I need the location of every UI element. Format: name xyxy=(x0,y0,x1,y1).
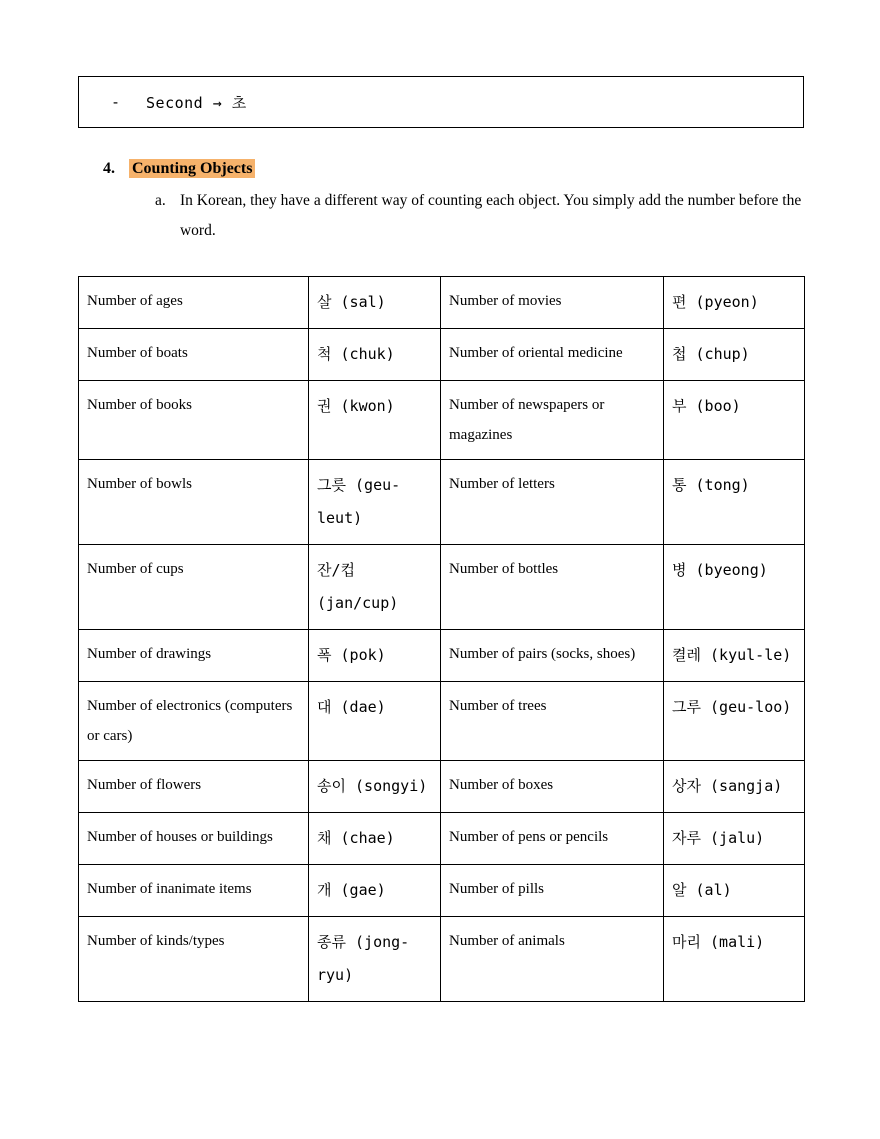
counter-word-cell: 첩 (chup) xyxy=(664,329,805,381)
counter-word-cell: 마리 (mali) xyxy=(664,917,805,1002)
object-label-cell: Number of cups xyxy=(79,545,309,630)
note-bullet: - xyxy=(111,93,121,111)
object-label-cell: Number of inanimate items xyxy=(79,865,309,917)
counter-word-cell: 종류 (jong-ryu) xyxy=(309,917,441,1002)
object-label-cell: Number of pens or pencils xyxy=(441,813,664,865)
object-label-cell: Number of boats xyxy=(79,329,309,381)
counter-word-cell: 송이 (songyi) xyxy=(309,761,441,813)
table-row xyxy=(79,682,805,761)
object-label-cell: Number of movies xyxy=(441,277,664,329)
object-label-cell: Number of flowers xyxy=(79,761,309,813)
counter-word-cell: 채 (chae) xyxy=(309,813,441,865)
table-row xyxy=(79,917,805,1002)
object-label-cell: Number of drawings xyxy=(79,630,309,682)
object-label-cell: Number of pairs (socks, shoes) xyxy=(441,630,664,682)
table-row xyxy=(79,381,805,460)
object-label-cell: Number of houses or buildings xyxy=(79,813,309,865)
object-label-cell: Number of trees xyxy=(441,682,664,761)
counter-word-cell: 대 (dae) xyxy=(309,682,441,761)
object-label-cell: Number of bottles xyxy=(441,545,664,630)
counting-objects-table xyxy=(78,276,805,1002)
counter-word-cell: 그릇 (geu-leut) xyxy=(309,460,441,545)
counter-word-cell: 개 (gae) xyxy=(309,865,441,917)
list-item-a xyxy=(78,186,804,246)
counter-word-cell: 편 (pyeon) xyxy=(664,277,805,329)
object-label-cell: Number of books xyxy=(79,381,309,460)
counter-word-cell: 부 (boo) xyxy=(664,381,805,460)
section-title: Counting Objects xyxy=(129,159,255,178)
note-box xyxy=(78,76,804,128)
counter-word-cell: 병 (byeong) xyxy=(664,545,805,630)
table-row xyxy=(79,761,805,813)
list-item-letter: a. xyxy=(155,192,166,209)
counter-word-cell: 자루 (jalu) xyxy=(664,813,805,865)
table-row xyxy=(79,813,805,865)
object-label-cell: Number of newspapers or magazines xyxy=(441,381,664,460)
counter-word-cell: 그루 (geu-loo) xyxy=(664,682,805,761)
list-item-text: In Korean, they have a different way of counting each object. You simply add the number before the word. xyxy=(179,192,802,239)
object-label-cell: Number of letters xyxy=(441,460,664,545)
table-row xyxy=(79,460,805,545)
object-label-cell: Number of ages xyxy=(79,277,309,329)
table-row xyxy=(79,630,805,682)
section-heading xyxy=(78,160,804,178)
table-row xyxy=(79,865,805,917)
object-label-cell: Number of electronics (computers or cars) xyxy=(79,682,309,761)
counter-word-cell: 알 (al) xyxy=(664,865,805,917)
counter-word-cell: 살 (sal) xyxy=(309,277,441,329)
table-row xyxy=(79,277,805,329)
counter-word-cell: 잔/컵 (jan/cup) xyxy=(309,545,441,630)
counter-word-cell: 통 (tong) xyxy=(664,460,805,545)
note-text: Second → 초 xyxy=(146,93,247,112)
object-label-cell: Number of oriental medicine xyxy=(441,329,664,381)
counter-word-cell: 상자 (sangja) xyxy=(664,761,805,813)
object-label-cell: Number of pills xyxy=(441,865,664,917)
counting-objects-table-body xyxy=(79,277,805,1002)
object-label-cell: Number of animals xyxy=(441,917,664,1002)
table-row xyxy=(79,329,805,381)
counter-word-cell: 켤레 (kyul-le) xyxy=(664,630,805,682)
table-row xyxy=(79,545,805,630)
object-label-cell: Number of bowls xyxy=(79,460,309,545)
object-label-cell: Number of kinds/types xyxy=(79,917,309,1002)
object-label-cell: Number of boxes xyxy=(441,761,664,813)
section-number: 4. xyxy=(103,160,115,177)
counter-word-cell: 폭 (pok) xyxy=(309,630,441,682)
counter-word-cell: 권 (kwon) xyxy=(309,381,441,460)
counter-word-cell: 척 (chuk) xyxy=(309,329,441,381)
